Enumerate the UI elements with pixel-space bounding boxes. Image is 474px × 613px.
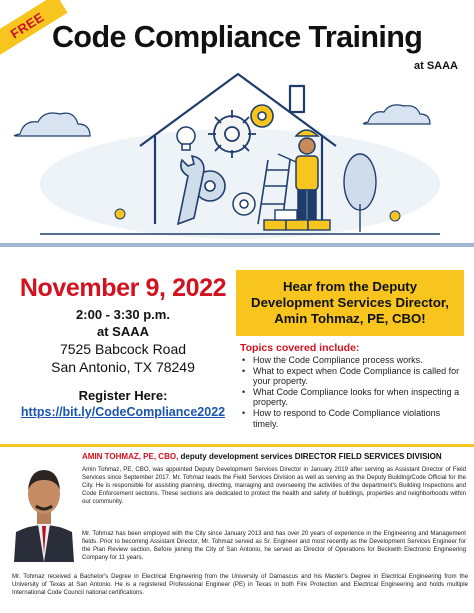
register-link[interactable]: https://bit.ly/CodeCompliance2022 xyxy=(20,405,226,419)
gear-icon xyxy=(208,110,256,158)
register-label: Register Here: xyxy=(78,388,168,403)
event-address-line2: San Antonio, TX 78249 xyxy=(51,359,195,375)
cloud-icon xyxy=(363,105,430,124)
bio-paragraph: Mr. Tohmaz received a Bachelor's Degree in Electrical Engineering from the University of Damascus and his Master's Degree in Electrical Engineering from the University of Texas at San Antonio. He is a registered Professional Engineer (PE) in Texas in both Fire Protection and Electrical Engineering and holds multiple International Code Council national certifications. xyxy=(12,573,468,597)
bio-heading xyxy=(82,452,468,461)
hero-illustration xyxy=(0,64,474,242)
bio-paragraph: Mr. Tohmaz has been employed with the City since January 2013 and has over 20 years of experience in the Engineering and Management fields. Prior to becoming Assistant Director, Mr. Tohmaz served as Sr. Engineer and most recently as the Development Services Engineer for the Plan Review section. Before joining the City of San Antonio, he served as Director of Operations for Beckwith Electronic Engineering Company for 11 years. xyxy=(82,530,466,562)
section-divider xyxy=(0,243,474,247)
speaker-line: Development Services Director, xyxy=(251,295,449,310)
page-subtitle: at SAAA xyxy=(413,60,458,72)
list-item: • How the Code Compliance process works. xyxy=(242,355,423,365)
speaker-line: Hear from the Deputy xyxy=(282,279,418,294)
free-badge: FREE xyxy=(0,0,68,56)
bio-heading-title: deputy development services DIRECTOR FIELD SERVICES DIVISION xyxy=(178,452,442,461)
gear-icon xyxy=(251,105,273,127)
event-venue: at SAAA xyxy=(96,324,149,339)
speaker-line: Amin Tohmaz, PE, CBO! xyxy=(274,311,426,326)
bio-heading-name: AMIN TOHMAZ, PE, CBO, xyxy=(82,452,179,461)
event-time: 2:00 - 3:30 p.m. xyxy=(76,307,170,322)
list-item: • What Code Compliance looks for when inspecting a property. xyxy=(242,386,460,408)
bullet-icon: • xyxy=(242,386,246,397)
topics-list xyxy=(240,355,466,429)
event-address-line1: 7525 Babcock Road xyxy=(59,341,187,357)
speaker-photo xyxy=(10,454,78,562)
section-divider xyxy=(0,444,474,447)
bio-paragraph: Amin Tohmaz, PE, CBO, was appointed Deputy Development Services Director in January 2019 after serving as Assistant Director of Field Services since September 2017. Mr. Tohmaz leads the Field Services Division as well as serving as the Deputy Building/Code Official for the City. He is responsible for assisting planning, directing, managing and overseeing the activities of the department's Building Inspections and Code Enforcement sections. These sections are dedicated to protect the health and safety of buildings, properties and neighborhoods within our community. xyxy=(82,466,466,506)
list-item: • How to respond to Code Compliance violations timely. xyxy=(242,407,441,429)
page-title: Code Compliance Training xyxy=(52,20,423,54)
bullet-icon: • xyxy=(242,407,246,418)
list-item: • What to expect when Code Compliance is called for your property. xyxy=(242,365,460,387)
bullet-icon: • xyxy=(242,355,246,365)
bullet-icon: • xyxy=(242,365,246,376)
speaker-callout xyxy=(236,270,464,336)
topics-heading: Topics covered include: xyxy=(240,342,360,354)
event-date: November 9, 2022 xyxy=(19,274,227,302)
cloud-icon xyxy=(14,113,90,136)
gear-icon xyxy=(233,193,255,215)
